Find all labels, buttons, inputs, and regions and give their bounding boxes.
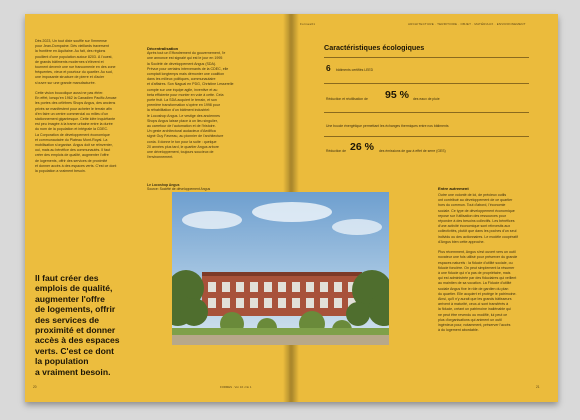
body-text-line: collectivités, plutôt que dans les poches d'un seul bbox=[438, 229, 517, 234]
body-text-line: une imposante structure de pierre et d'acier bbox=[35, 75, 105, 80]
body-text-line: à du logement abordable. bbox=[438, 328, 479, 333]
body-text-line: Plus récemment, Angus s'est ouvert vers un outil bbox=[438, 250, 516, 255]
body-text-line: hors du commun. Tout d'abord, l'économie bbox=[438, 203, 506, 208]
pull-quote-line: emplois de qualité, bbox=[35, 283, 113, 294]
pull-quote bbox=[35, 273, 133, 377]
body-text-line: repose sur l'utilisation des ressources pour bbox=[438, 213, 507, 218]
body-text-line: la Société de développement Angus (SDA). bbox=[147, 61, 217, 66]
body-text-line: fiducie foncière. On peut simplement la résumer bbox=[438, 265, 515, 270]
body-text-line: d'une activité économique sont réinvestis aux bbox=[438, 224, 511, 229]
building-photo-svg bbox=[172, 192, 389, 345]
body-text-line: arrivent à maturité, ceux-ci sont transférés à bbox=[438, 302, 509, 307]
body-text-line: signé Guy Favreau, au pionnier de l'architecture bbox=[147, 134, 224, 139]
pull-quote-line: Il faut créer des bbox=[35, 273, 99, 283]
locoshop-photo bbox=[172, 192, 389, 345]
body-text-line: au maintien de sa vocation. La Fiducie d'utilité bbox=[438, 281, 512, 286]
body-text-line: du quartier. Elle acquiert et protège le patrimoine. bbox=[438, 291, 517, 296]
right-folio: 21 bbox=[536, 385, 540, 389]
body-text-line: dans les milieux politiques, communautaire bbox=[147, 77, 216, 82]
body-text-line: ont contribué au développement de ce quartier bbox=[438, 198, 513, 203]
stat2-prefix: Réduction et réutilisation de bbox=[326, 97, 368, 101]
pull-quote-line: la population bbox=[35, 356, 89, 367]
ecological-heading: Caractéristiques écologiques bbox=[324, 43, 425, 52]
stat2-value: 95 % bbox=[385, 89, 409, 101]
stat4-text: des émissions de gaz à effet de serre (GES) bbox=[379, 149, 446, 153]
body-text-line: Ainsi, qu'il n'y aurait que les grands bâtisseurs bbox=[438, 297, 512, 302]
body-text-line: Shops Angus laisse place à un lieu singulier, bbox=[147, 118, 218, 123]
body-text-line: la fiducie, créant un patrimoine inaliénable qui bbox=[438, 307, 511, 312]
body-text-line: l'environnement. bbox=[147, 155, 174, 160]
body-text-line: et d'affaires. Son Nagual en PDG, Christine Lesserelle bbox=[147, 82, 234, 87]
body-text-line: Un geste architectural audacieux d'Aedifica bbox=[147, 129, 216, 134]
body-text-line: fréquentes, vieux et pourtour du quartier. Au sud, bbox=[35, 70, 113, 75]
body-text-line: s'ouvre sur une grande manufacturée. bbox=[35, 80, 96, 85]
right-running-head-left: Formes01 bbox=[300, 22, 316, 26]
body-text-line: En effet, lorsqu'en 1962 la Canadien Pacific Amuse bbox=[35, 96, 117, 101]
body-text-line: d'en faire un centre commercial ou milieu d'un bbox=[35, 111, 109, 116]
body-text-line: porte fruit. La SDA acquiert le terrain, et son bbox=[147, 98, 217, 103]
body-text-line: espaces naturels : la fiducie d'utilité sociale, ou bbox=[438, 260, 513, 265]
pull-quote-line: de logements, offrir bbox=[35, 304, 116, 315]
body-text-line: et communautaire du Plateau Mont-Royal. La bbox=[35, 137, 108, 142]
body-text-line: la population a vraiment besoin. bbox=[35, 169, 86, 174]
body-text-line: d'Angus bien cette approche. bbox=[438, 239, 485, 244]
body-text-line: beta efficiente pour monter en voie à cette. Cela bbox=[147, 92, 224, 97]
body-text-line: la frontière en Aquitaine. Au fait, des régions bbox=[35, 49, 106, 54]
body-text-line: de logements, offrir des services de proximité bbox=[35, 158, 108, 163]
pull-quote-line: augmenter l'offre bbox=[35, 293, 105, 304]
body-text-line: ne peut être revendu ou modifié, lui peut ce bbox=[438, 312, 508, 317]
rule-3 bbox=[324, 112, 529, 113]
body-text-line: privés se manifestent pour acheter le terrain afin bbox=[35, 106, 112, 111]
body-text-line: Dès 2023, Un tout dixie souffle sur l'immense bbox=[35, 39, 107, 43]
body-text-line: Après tout un Effondrement du gouvernement, l'e bbox=[147, 51, 226, 56]
body-text-line: les portes des célèbres Shops Angus, des anciens bbox=[35, 101, 116, 106]
photo-caption-credit: Source: Société de développement Angus bbox=[147, 187, 211, 191]
body-text-line: sociale. Ce type de développement économique bbox=[438, 208, 515, 213]
body-text-line: pour Jean-Dompaine. Dès vieillards traversent bbox=[35, 44, 109, 49]
body-text-line: stationnement gigantesque. Cette idée inquiétante bbox=[35, 117, 116, 122]
left-body-column-2 bbox=[147, 46, 251, 160]
body-text-line: Cette vision boucolique aussi ne pas étrier. bbox=[35, 91, 104, 96]
body-text-line: répondre à des besoins collectifs. Les bénéfices bbox=[438, 219, 515, 224]
body-text-line: Prévue pour certains intervenants de la CDEC, elle bbox=[147, 66, 229, 71]
body-text-line: 20 années plus tard, le quartier Angus arbore bbox=[147, 144, 219, 149]
body-text-line: qui est administrée par des fiduciaires qui veillent bbox=[438, 276, 517, 281]
pull-quote-line: proximité et donner bbox=[35, 325, 116, 336]
pull-quote-line: accès à des espaces bbox=[35, 335, 120, 346]
body-text-line: sociale Angus fixe le rôle de gardien du plan bbox=[438, 286, 509, 291]
body-text-line: Outre une volonté de loi, de précieux outils bbox=[438, 193, 507, 197]
body-text-line: le Locoshop Angus. Le vestige des anciennes bbox=[147, 113, 220, 118]
photo-caption-title: Le Locoshop Angus bbox=[147, 183, 180, 187]
body-text-line: mobilisation s'organise. Angus doit se réinventer, bbox=[35, 143, 113, 148]
pull-quote-line: verts. C'est ce dont bbox=[35, 345, 114, 356]
body-text-line: à une fiducie qui n'a pas de propriétaire, mais bbox=[438, 271, 511, 276]
body-text-line: pouillent d'une population autour 8203. À l'ouest, bbox=[35, 54, 113, 59]
rule-2 bbox=[324, 83, 529, 84]
body-text-line: comptait longtemps mais démonter une coalition bbox=[147, 72, 225, 77]
body-text-line: novateur une fois utilisé pour préserver du grande bbox=[438, 255, 518, 260]
section-title: Décentralisation bbox=[147, 46, 179, 51]
body-text-line: oui, mais au bénéfice des communautés. Il faut bbox=[35, 148, 111, 153]
body-text-line: de grands bâtiments modernes s'élèvent et bbox=[35, 59, 104, 64]
stat1-value: 6 bbox=[326, 63, 331, 73]
pull-quote-line: a vraiment besoin. bbox=[35, 366, 111, 377]
stat3-text: Une boucle énergétique permettant les échanges thermiques entre nos bâtiments bbox=[326, 124, 449, 128]
pull-quote-line: des services de bbox=[35, 314, 100, 325]
body-text-line: la réhabilitation d'un bâtiment industriel: bbox=[147, 108, 211, 113]
right-running-head-right: ARCHITECTURE · TERRITOIRE · OBJET · MATÉRIAUX · ENVIRONNEMENT bbox=[408, 22, 526, 26]
body-text-line: La Corporation de développement économique bbox=[35, 132, 110, 137]
body-text-line: plus d'organisations qui animent un outil bbox=[438, 317, 502, 322]
body-text-line: créer des emplois de qualité, augmenter l'offre bbox=[35, 153, 109, 158]
right-body-column bbox=[438, 193, 538, 333]
body-text-line: première transformation s'opère en 1998 pour bbox=[147, 103, 221, 108]
body-text-line: du nom de la population et intégrale la CDEC. bbox=[35, 127, 109, 132]
body-text-line: tournent devenir une rue francomenie en des zone bbox=[35, 65, 116, 70]
stat2-text: des eaux de pluie bbox=[413, 97, 440, 101]
body-text-line: conia. Il donne le ton pour la suite : quelque bbox=[147, 139, 217, 144]
body-text-line: compte sur une équipe agile, inventive et au bbox=[147, 87, 218, 92]
left-body-column-1 bbox=[35, 39, 135, 174]
stat4-value: 26 % bbox=[350, 141, 374, 153]
left-folio: 20 bbox=[33, 385, 37, 389]
right-subhead: Entre autrement bbox=[438, 186, 469, 191]
rule-4 bbox=[324, 136, 529, 137]
body-text-line: ingénieux pour, notamment, préserver l'accès bbox=[438, 323, 511, 328]
stat1-text: bâtiments certifiés LEED bbox=[336, 68, 374, 72]
stat4-prefix: Réduction de bbox=[326, 149, 346, 153]
body-text-line: est peu imagée à la trame urbaine entre la durée bbox=[35, 122, 113, 127]
body-text-line: et donner accès à des espaces verts. C'est ce dont bbox=[35, 163, 117, 168]
body-text-line: au carrefour de l'automation et de l'histoire. bbox=[147, 124, 216, 129]
left-footer: FORMES · Vol. 16 • No 1 bbox=[220, 385, 252, 389]
body-text-line: une développement, toujours soucieux de bbox=[147, 150, 214, 155]
rule-1 bbox=[324, 57, 529, 58]
body-text-line: une annonce est signalé qui est le jour en 1995 bbox=[147, 56, 223, 61]
body-text-line: individu ou des actionnaires. Le modèle coopératif bbox=[438, 234, 518, 239]
